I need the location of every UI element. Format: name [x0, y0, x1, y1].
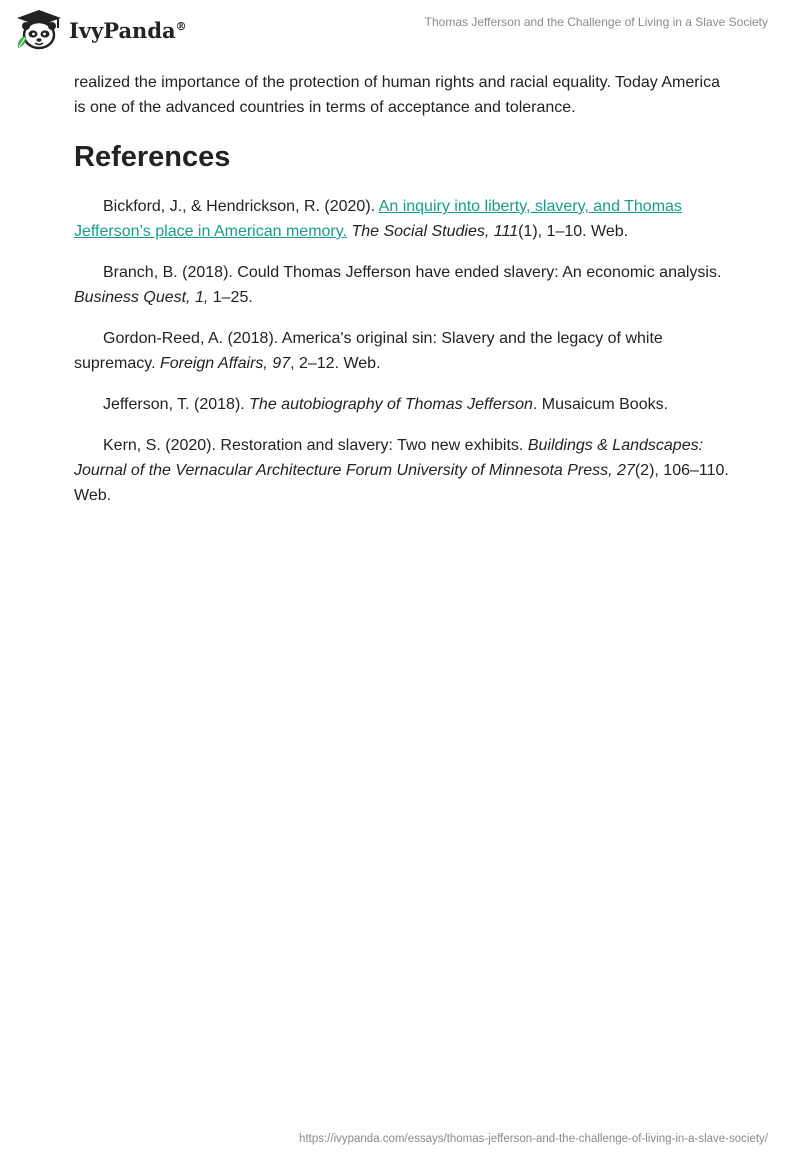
- panda-graduate-icon: [14, 8, 64, 50]
- journal-title: Business Quest, 1,: [74, 289, 209, 306]
- document-title: Thomas Jefferson and the Challenge of Living in a Slave Society: [424, 15, 768, 29]
- reference-item: Branch, B. (2018). Could Thomas Jefferson have ended slavery: An economic analysis. Business Quest, 1, 1–25.: [74, 264, 722, 306]
- journal-title: Foreign Affairs, 97: [159, 355, 291, 372]
- reference-item: Gordon-Reed, A. (2018). America's original sin: Slavery and the legacy of white supremacy. Foreign Affairs, 97, 2–12. Web.: [74, 330, 663, 372]
- footer-url[interactable]: https://ivypanda.com/essays/thomas-jefferson-and-the-challenge-of-living-in-a-slave-society/: [299, 1133, 768, 1145]
- reference-link[interactable]: An inquiry into liberty, slavery, and Thomas Jefferson’s place in American memory.: [74, 198, 682, 240]
- reference-item: Kern, S. (2020). Restoration and slavery: Two new exhibits. Buildings & Landscapes: Journal of the Vernacular Architecture Forum University of Minnesota Press, 27(2), 106–110. Web.: [74, 437, 729, 504]
- intro-paragraph: realized the importance of the protection of human rights and racial equality. Today America is one of the advanced countries in terms of acceptance and tolerance.: [74, 74, 720, 116]
- brand-name: IvyPanda®: [69, 18, 187, 43]
- reference-item: Jefferson, T. (2018). The autobiography of Thomas Jefferson. Musaicum Books.: [103, 396, 669, 413]
- book-title: The autobiography of Thomas Jefferson: [249, 396, 533, 413]
- journal-title: Buildings & Landscapes: Journal of the Vernacular Architecture Forum University of Minnesota Press, 27: [74, 437, 704, 479]
- ivypanda-logo[interactable]: [14, 8, 187, 50]
- document-body: [74, 70, 734, 524]
- reference-item: Bickford, J., & Hendrickson, R. (2020). An inquiry into liberty, slavery, and Thomas Jefferson’s place in American memory. The Social Studies, 111(1), 1–10. Web.: [74, 198, 682, 240]
- page-header: [0, 0, 800, 62]
- references-heading: References: [74, 141, 231, 173]
- journal-title: The Social Studies, 111: [351, 223, 519, 240]
